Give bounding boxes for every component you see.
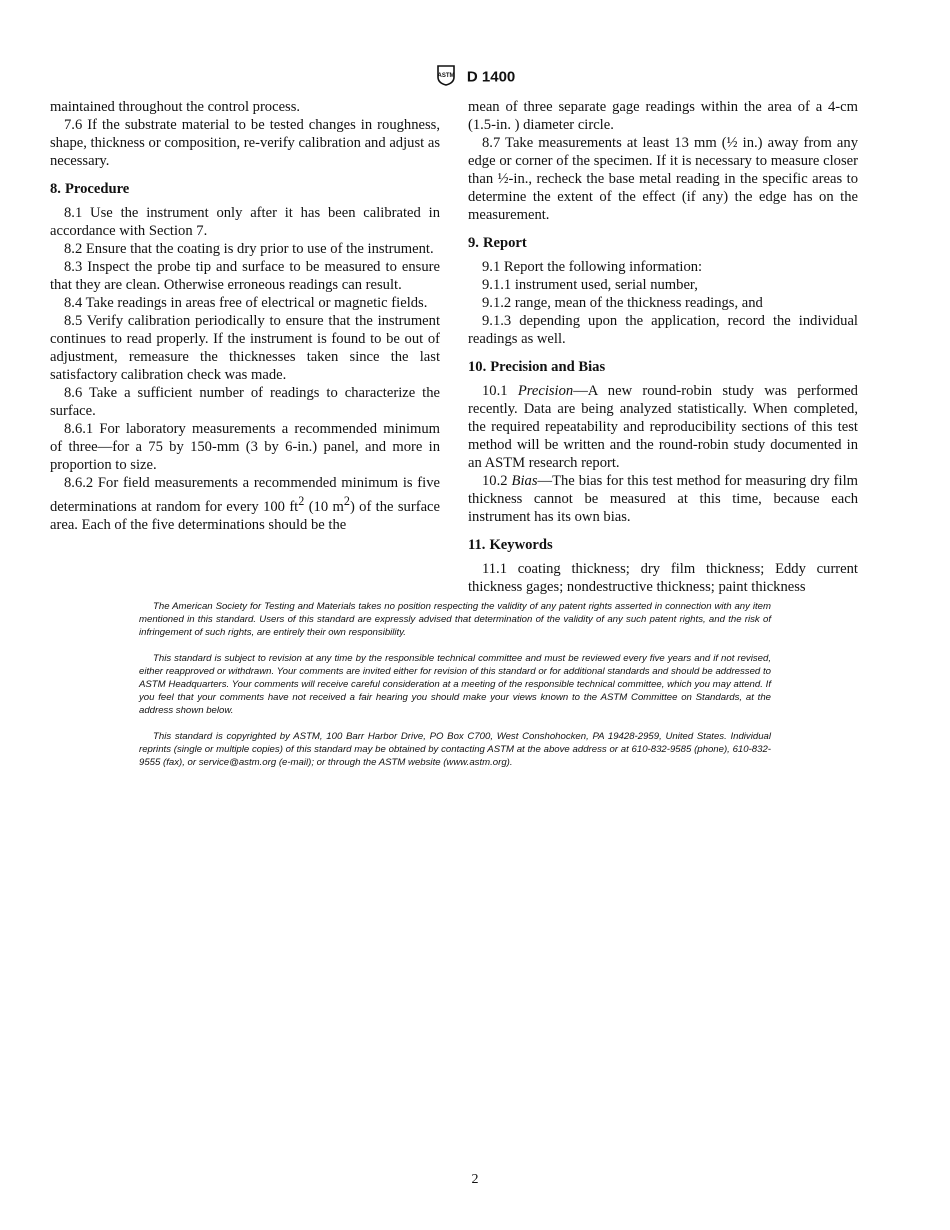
bias-term: Bias [511,473,538,489]
paragraph-continued: maintained throughout the control process. [50,99,301,115]
paragraph-8-6: 8.6 Take a sufficient number of readings to characterize the surface. [50,385,440,419]
paragraph-10-1-text: —A new round-robin study was performed recently. Data are being analyzed statistically. When completed, the required repeatability and reproducibility sections of this test method will be written and the round-robin study documented in an ASTM research report. [468,383,858,471]
superscript-ft2: 2 [298,494,305,508]
paragraph-8-6-2-part-b: (10 m [304,498,344,515]
precision-term: Precision [517,383,574,399]
section-10-number: 10. [468,359,487,375]
paragraph-10-1-number: 10.1 [482,383,508,399]
paragraph-10-2 [468,472,858,526]
section-9-heading [468,234,858,252]
paragraph-8-6-1: 8.6.1 For laboratory measurements a recommended minimum of three—for a 75 by 150-mm (3 by 6-in.) panel, and more in proportion to size. [50,421,440,473]
paragraph-9-1: 9.1 Report the following information: [482,259,703,275]
right-column [468,98,858,596]
paragraph-10-2-text: —The bias for this test method for measuring dry film thickness cannot be measured at this time, because each instrument has its own bias. [468,473,858,525]
section-9-title: Report [482,235,527,251]
paragraph-9-1-3: 9.1.3 depending upon the application, record the individual readings as well. [468,313,858,347]
paragraph-8-3: 8.3 Inspect the probe tip and surface to be measured to ensure that they are clean. Otherwise erroneous readings can result. [50,259,440,293]
revision-notice: This standard is subject to revision at any time by the responsible technical committee and must be reviewed every five years and if not revised, either reapproved or withdrawn. Your comments are invited either for revision of this standard or for additional standards and should be addressed to ASTM Headquarters. Your comments will receive careful consideration at a meeting of the responsible technical committee, which you may attend. If you feel that your comments have not received a fair hearing you should make your views known to the ASTM Committee on Standards, at the address shown below. [139,653,771,716]
paragraph-7-6: 7.6 If the substrate material to be tested changes in roughness, shape, thickness or composition, re-verify calibration and adjust as necessary. [50,117,440,169]
section-11-heading [468,536,858,554]
section-8-heading [50,180,440,198]
paragraph-8-2: 8.2 Ensure that the coating is dry prior to use of the instrument. [64,241,434,257]
paragraph-8-6-2-continued: mean of three separate gage readings within the area of a 4-cm (1.5-in. ) diameter circle. [468,99,858,133]
paragraph-8-4: 8.4 Take readings in areas free of electrical or magnetic fields. [64,295,428,311]
section-10-heading [468,358,858,376]
section-9-number: 9. [468,235,479,251]
superscript-m2: 2 [343,494,350,508]
paragraph-8-6-2-part-a: 8.6.2 For field measurements a recommended minimum is five determinations at random for every 100 ft [50,475,440,515]
paragraph-8-7: 8.7 Take measurements at least 13 mm (½ in.) away from any edge or corner of the specimen. If it is necessary to measure closer than ½-in., recheck the base metal reading in the specific areas to determine the extent of the effect (if any) the edge has on the measurement. [468,135,858,223]
copyright-notice: This standard is copyrighted by ASTM, 100 Barr Harbor Drive, PO Box C700, West Conshohocken, PA 19428-2959, United States. Individual reprints (single or multiple copies) of this standard may be obtained by contacting ASTM at the above address or at 610-832-9585 (phone), 610-832-9555 (fax), or service@astm.org (e-mail); or through the ASTM website (www.astm.org). [139,731,771,768]
astm-logo-icon [435,64,457,90]
section-8-title: Procedure [64,181,130,197]
section-11-title: Keywords [489,537,553,553]
paragraph-10-2-number: 10.2 [482,473,508,489]
paragraph-8-6-2 [50,474,440,534]
astm-logo-text: ASTM [437,73,455,79]
legal-notices [139,600,771,782]
paragraph-8-5: 8.5 Verify calibration periodically to ensure that the instrument continues to read properly. If the instrument is found to be out of adjustment, remeasure the thicknesses taken since the last satisfactory calibration check was made. [50,313,440,383]
left-column [50,98,440,534]
paragraph-9-1-1: 9.1.1 instrument used, serial number, [482,277,698,293]
section-10-title: Precision and Bias [490,359,606,375]
paragraph-11-1: 11.1 coating thickness; dry film thickness; Eddy current thickness gages; nondestructive thickness; paint thickness [468,561,858,595]
page-number: 2 [471,1172,479,1187]
paragraph-10-1 [468,382,858,472]
section-8-number: 8. [50,181,61,197]
paragraph-8-1: 8.1 Use the instrument only after it has been calibrated in accordance with Section 7. [50,205,440,239]
section-11-number: 11. [468,537,486,553]
standard-designation: D 1400 [466,68,516,86]
paragraph-9-1-2: 9.1.2 range, mean of the thickness readings, and [482,295,763,311]
paragraph-8-6-2-part-c: ) of the surface area. Each of the five determinations should be the [50,498,440,533]
patent-notice: The American Society for Testing and Materials takes no position respecting the validity of any patent rights asserted in connection with any item mentioned in this standard. Users of this standard are expressly advised that determination of the validity of any such patent rights, and the risk of infringement of such rights, are entirely their own responsibility. [139,601,771,638]
page-header [0,64,950,90]
